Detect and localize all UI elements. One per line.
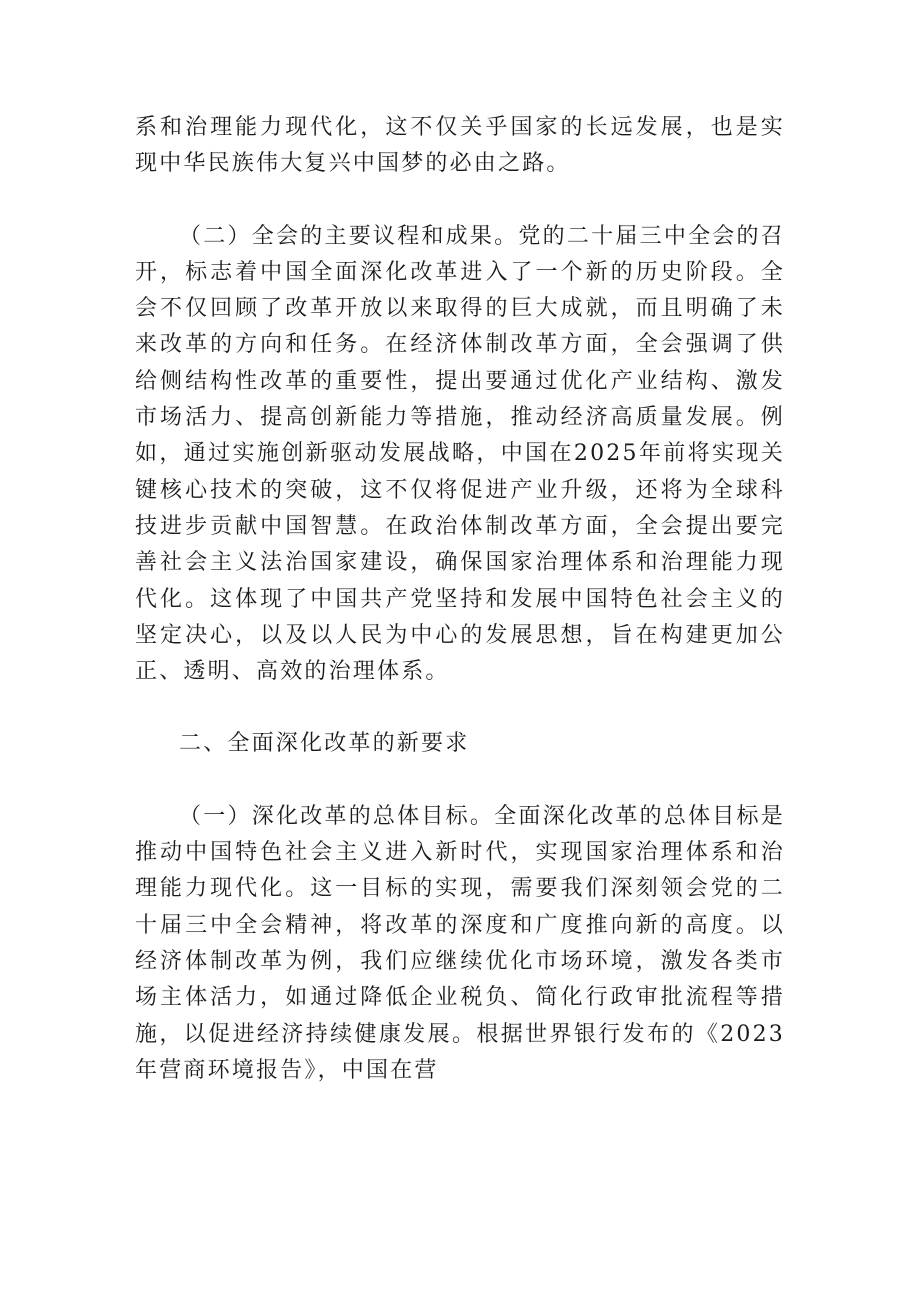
paragraph-spacer	[135, 690, 785, 726]
paragraph-overall-goal: （一）深化改革的总体目标。全面深化改革的总体目标是推动中国特色社会主义进入新时代，实现国家治理体系和治理能力现代化。这一目标的实现，需要我们深刻领会党的二十届三中全会精神，将改革的深度和广度推向新的高度。以经济体制改革为例，我们应继续优化市场环境，激发各类市场主体活力，如通过降低企业税负、简化行政审批流程等措施，以促进经济持续健康发展。根据世界银行发布的《2023年营商环境报告》，中国在营	[135, 803, 785, 1083]
paragraph-spacer	[135, 763, 785, 799]
paragraph-spacer	[135, 183, 785, 219]
paragraph-continuation: 系和治理能力现代化，这不仅关乎国家的长远发展，也是实现中华民族伟大复兴中国梦的必由之路。	[135, 115, 785, 177]
document-body	[135, 110, 785, 1089]
paragraph-meeting-agenda: （二）全会的主要议程和成果。党的二十届三中全会的召开，标志着中国全面深化改革进入了一个新的历史阶段。全会不仅回顾了改革开放以来取得的巨大成就，而且明确了未来改革的方向和任务。在经济体制改革方面，全会强调了供给侧结构性改革的重要性，提出要通过优化产业结构、激发市场活力、提高创新能力等措施，推动经济高质量发展。例如，通过实施创新驱动发展战略，中国在2025年前将实现关键核心技术的突破，这不仅将促进产业升级，还将为全球科技进步贡献中国智慧。在政治体制改革方面，全会提出要完善社会主义法治国家建设，确保国家治理体系和治理能力现代化。这体现了中国共产党坚持和发展中国特色社会主义的坚定决心，以及以人民为中心的发展思想，旨在构建更加公正、透明、高效的治理体系。	[135, 223, 785, 685]
section-heading: 二、全面深化改革的新要求	[179, 731, 470, 757]
